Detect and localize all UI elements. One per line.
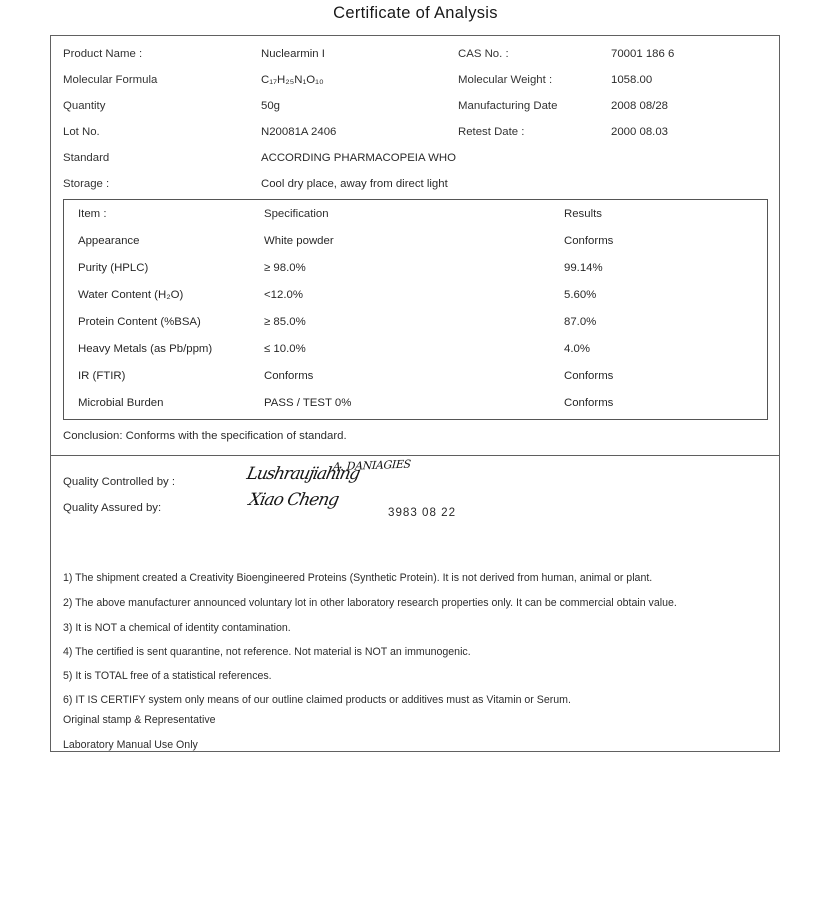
footnote-line: 2) The above manufacturer announced voluntary lot in other laboratory research properties only. It can be commercial obtain value. — [63, 597, 677, 609]
cell-result: 87.0% — [564, 316, 597, 328]
cell-spec: Conforms — [264, 370, 314, 382]
field-value-storage: Cool dry place, away from direct light — [261, 178, 448, 190]
header-fields — [51, 36, 779, 191]
footnote-line: 5) It is TOTAL free of a statistical references. — [63, 670, 272, 682]
field-value-cas-no: 70001 186 6 — [611, 48, 675, 60]
table-row — [64, 390, 767, 417]
field-label-standard: Standard — [63, 152, 110, 164]
field-label-product-name: Product Name : — [63, 48, 143, 60]
cell-spec: ≥ 98.0% — [264, 262, 306, 274]
signature-date: 3983 08 22 — [388, 506, 457, 519]
table-row — [64, 282, 767, 309]
field-label-molecular-weight: Molecular Weight : — [458, 74, 553, 86]
label-quality-assured-by: Quality Assured by: — [63, 502, 162, 514]
field-label-molecular-formula: Molecular Formula — [63, 74, 158, 86]
field-value-molecular-weight: 1058.00 — [611, 74, 653, 86]
signature-block — [51, 457, 779, 554]
field-value-quantity: 50g — [261, 100, 281, 112]
field-value-standard: ACCORDING PHARMACOPEIA WHO — [261, 152, 456, 164]
field-label-cas-no: CAS No. : — [458, 48, 509, 60]
column-header-item: Item : — [78, 208, 107, 220]
field-label-storage: Storage : — [63, 178, 110, 190]
table-row — [64, 336, 767, 363]
cell-spec: White powder — [264, 235, 334, 247]
footer-block — [63, 708, 769, 758]
page-title: Certificate of Analysis — [333, 4, 498, 22]
cell-result: Conforms — [564, 235, 614, 247]
field-value-lot-no: N20081A 2406 — [261, 126, 337, 138]
field-label-retest-date: Retest Date : — [458, 126, 525, 138]
signature-quality-assured: Xiao Cheng — [247, 490, 341, 510]
field-label-manufacturing-date: Manufacturing Date — [458, 100, 558, 112]
cell-item: Microbial Burden — [78, 397, 164, 409]
cell-item: Water Content (H₂O) — [78, 289, 184, 301]
cell-spec: <12.0% — [264, 289, 303, 301]
cell-result: Conforms — [564, 397, 614, 409]
cell-item: Protein Content (%BSA) — [78, 316, 201, 328]
field-value-manufacturing-date: 2008 08/28 — [611, 100, 669, 112]
field-value-retest-date: 2000 08.03 — [611, 126, 669, 138]
results-table — [63, 199, 768, 420]
field-label-lot-no: Lot No. — [63, 126, 100, 138]
signature-annotation: A. DANIAGIES — [332, 457, 412, 474]
cell-spec: ≤ 10.0% — [264, 343, 306, 355]
table-header-row — [64, 201, 767, 228]
cell-item: Heavy Metals (as Pb/ppm) — [78, 343, 213, 355]
footnote-line: 1) The shipment created a Creativity Bioengineered Proteins (Synthetic Protein). It is not derived from human, animal or plant. — [63, 572, 653, 584]
label-quality-controlled-by: Quality Controlled by : — [63, 476, 176, 488]
field-value-product-name: Nuclearmin I — [261, 48, 325, 60]
footnotes — [63, 566, 769, 712]
table-row — [64, 255, 767, 282]
cell-result: 4.0% — [564, 343, 590, 355]
cell-result: 5.60% — [564, 289, 597, 301]
field-label-quantity: Quantity — [63, 100, 106, 112]
column-header-results: Results — [564, 208, 602, 220]
table-row — [64, 309, 767, 336]
document-frame — [50, 35, 780, 752]
footnote-line: 4) The certified is sent quarantine, not reference. Not material is NOT an immunogenic. — [63, 646, 471, 658]
footnote-line: 3) It is NOT a chemical of identity contamination. — [63, 622, 291, 634]
signature-quality-controlled: Lushraujiahing — [245, 464, 361, 484]
cell-item: Appearance — [78, 235, 140, 247]
table-row — [64, 363, 767, 390]
cell-item: IR (FTIR) — [78, 370, 126, 382]
conclusion-text: Conclusion: Conforms with the specification of standard. — [63, 430, 347, 442]
cell-result: Conforms — [564, 370, 614, 382]
cell-spec: ≥ 85.0% — [264, 316, 306, 328]
cell-result: 99.14% — [564, 262, 603, 274]
column-header-specification: Specification — [264, 208, 329, 220]
table-row — [64, 228, 767, 255]
cell-spec: PASS / TEST 0% — [264, 397, 352, 409]
footer-line-stamp: Original stamp & Representative — [63, 714, 216, 726]
field-value-molecular-formula: C₁₇H₂₅N₁O₁₀ — [261, 74, 324, 86]
footer-line-usage: Laboratory Manual Use Only — [63, 739, 198, 751]
footnote-line: 6) IT IS CERTIFY system only means of our outline claimed products or additives must as Vitamin or Serum. — [63, 694, 571, 706]
section-divider — [51, 455, 779, 456]
cell-item: Purity (HPLC) — [78, 262, 149, 274]
